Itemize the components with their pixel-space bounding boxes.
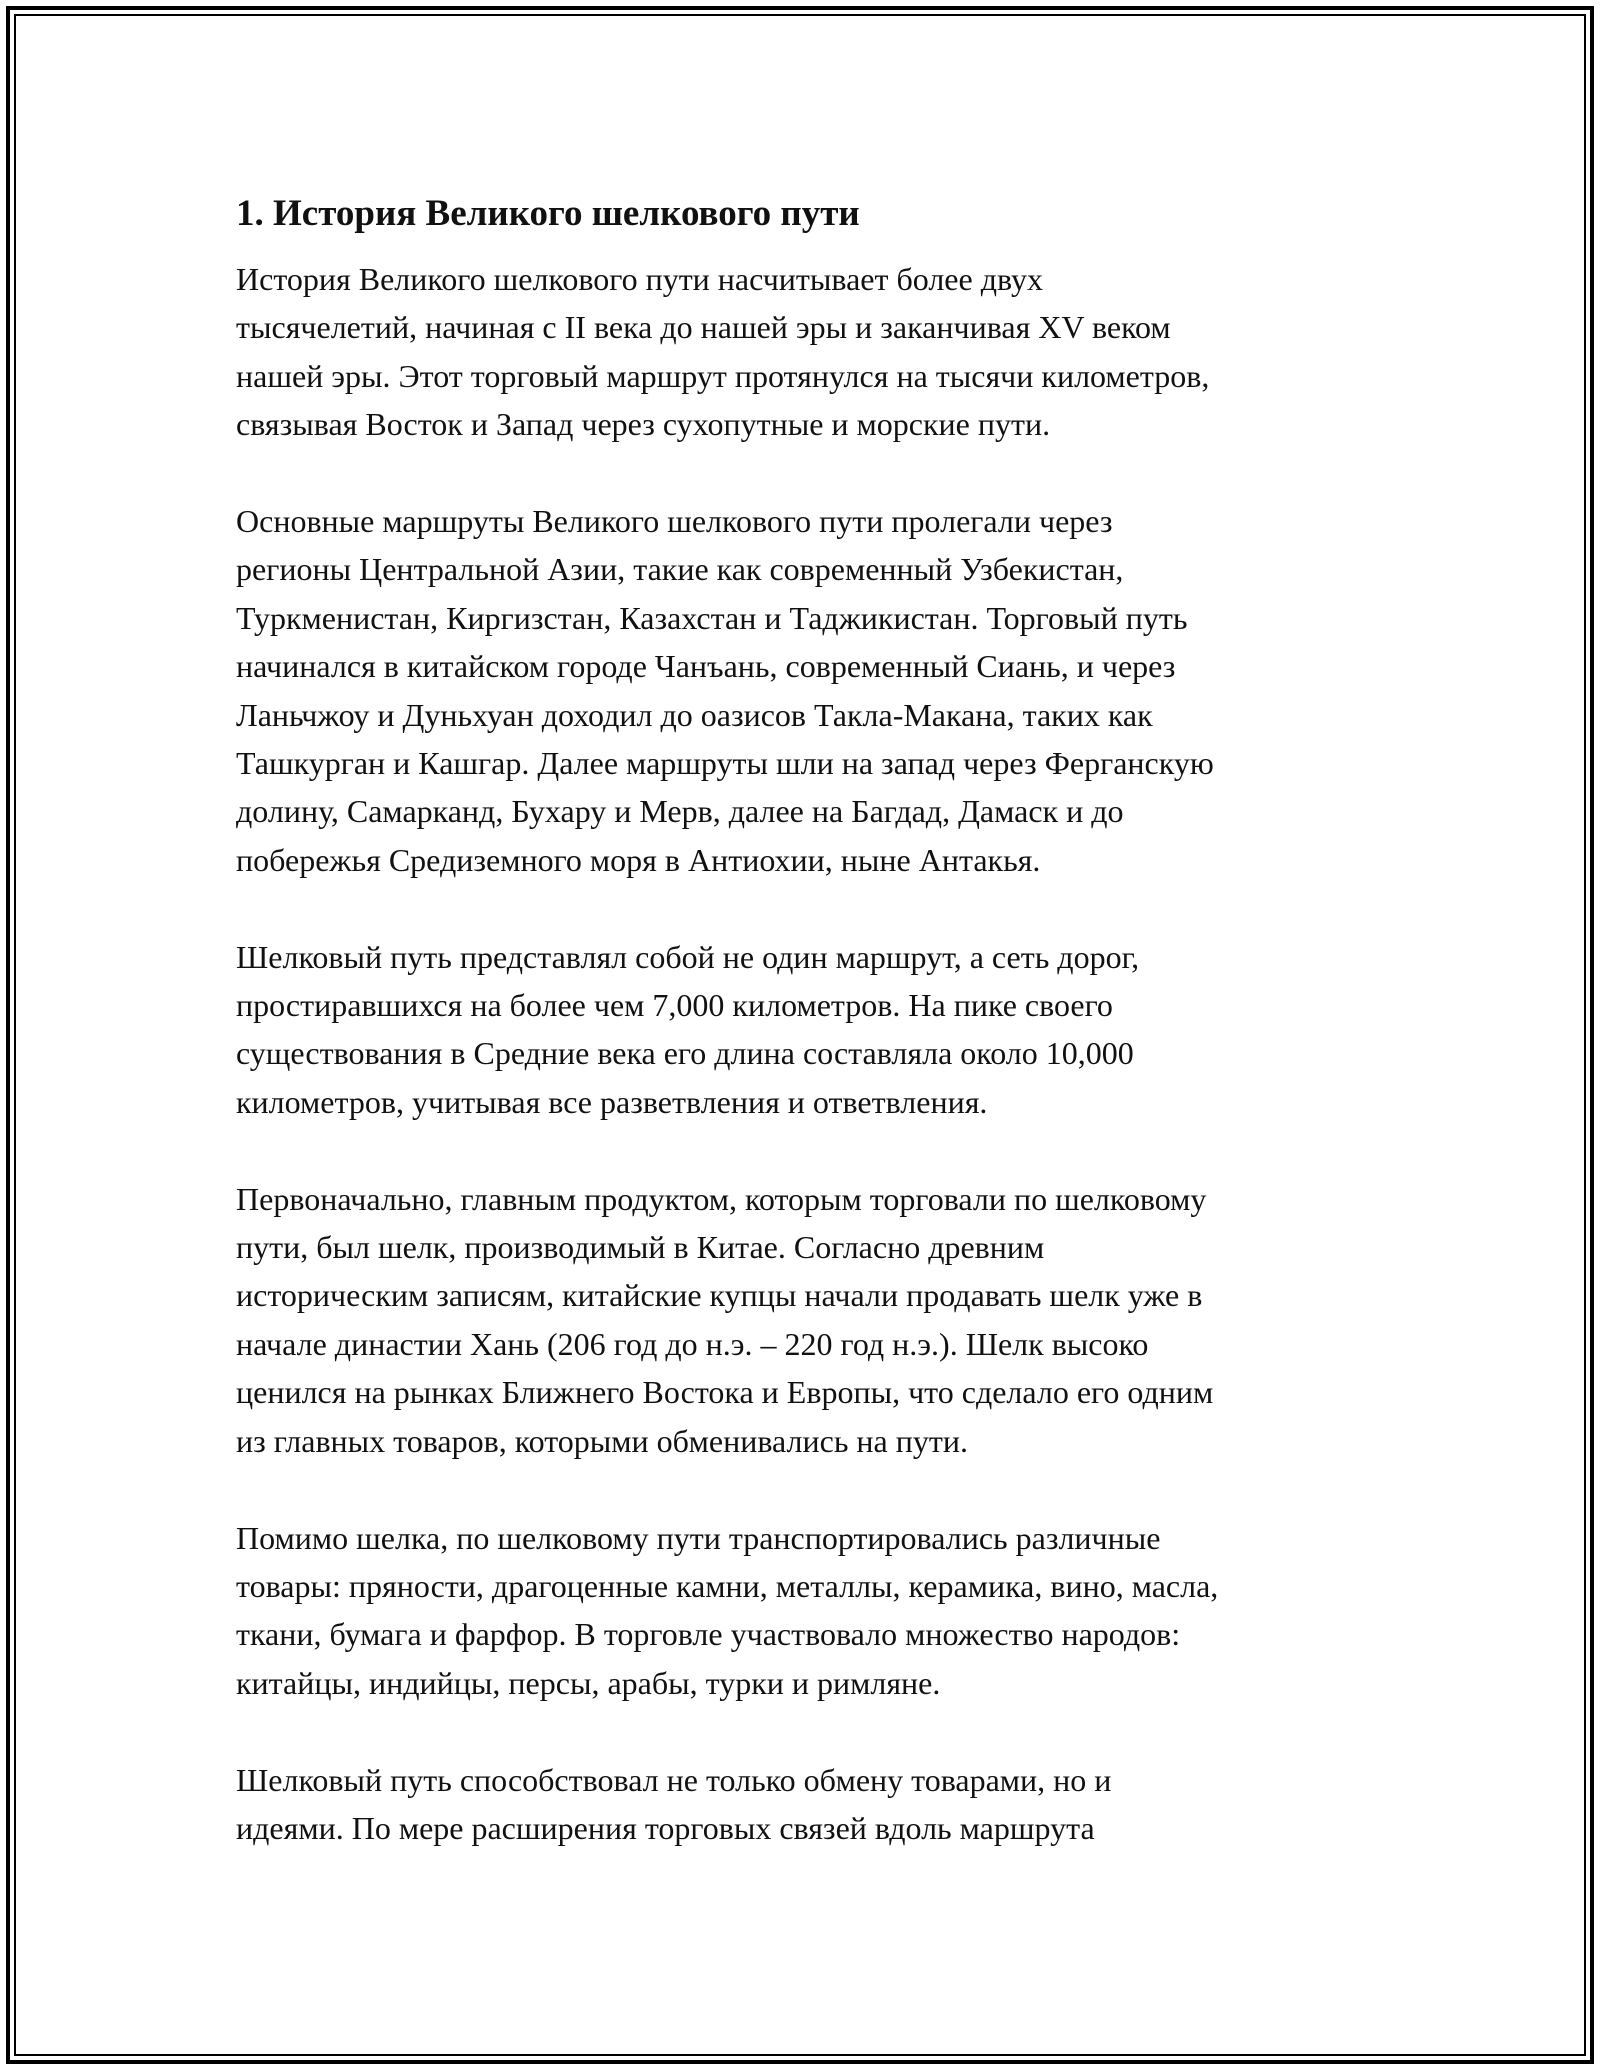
paragraph-line: Основные маршруты Великого шелкового пути пролегали через xyxy=(236,503,1113,540)
paragraph-line: Шелковый путь представлял собой не один маршрут, а сеть дорог, xyxy=(236,938,1140,975)
paragraph-line: из главных товаров, которыми обменивались на пути. xyxy=(236,1422,968,1459)
paragraph-line: пути, был шелк, производимый в Китае. Согласно древним xyxy=(236,1229,1045,1266)
paragraph-line: ткани, бумага и фарфор. В торговле участвовало множество народов: xyxy=(236,1616,1181,1653)
paragraph-line: Ланьчжоу и Дуньхуан доходил до оазисов Такла-Макана, таких как xyxy=(236,696,1153,733)
paragraph-line: Ташкурган и Кашгар. Далее маршруты шли на запад через Ферганскую xyxy=(236,745,1214,782)
paragraph-line: Туркменистан, Киргизстан, Казахстан и Таджикистан. Торговый путь xyxy=(236,599,1188,636)
paragraph-line: Шелковый путь способствовал не только обмену товарами, но и xyxy=(236,1761,1112,1798)
paragraph-line: ценился на рынках Ближнего Востока и Европы, что сделало его одним xyxy=(236,1374,1214,1411)
paragraph-line: существования в Средние века его длина составляла около 10,000 xyxy=(236,1035,1134,1072)
paragraph-line: регионы Центральной Азии, такие как современный Узбекистан, xyxy=(236,551,1124,588)
paragraph-line: историческим записям, китайские купцы начали продавать шелк уже в xyxy=(236,1277,1203,1314)
paragraph-line: нашей эры. Этот торговый маршрут протянулся на тысячи километров, xyxy=(236,357,1210,394)
paragraph-5 xyxy=(236,1514,1376,1708)
paragraph-line: начинался в китайском городе Чанъань, современный Сиань, и через xyxy=(236,648,1176,685)
paragraph-line: Первоначально, главным продуктом, которым торговали по шелковому xyxy=(236,1180,1207,1217)
paragraph-4 xyxy=(236,1175,1376,1465)
document-body xyxy=(236,187,1376,1852)
paragraph-line: идеями. По мере расширения торговых связей вдоль маршрута xyxy=(236,1809,1095,1846)
paragraph-line: километров, учитывая все разветвления и ответвления. xyxy=(236,1083,988,1120)
paragraph-line: начале династии Хань (206 год до н.э. – 220 год н.э.). Шелк высоко xyxy=(236,1325,1149,1362)
section-heading: 1. История Великого шелкового пути xyxy=(236,193,860,234)
paragraph-line: История Великого шелкового пути насчитывает более двух xyxy=(236,261,1043,297)
paragraph-line: китайцы, индийцы, персы, арабы, турки и римляне. xyxy=(236,1664,941,1701)
paragraph-line: побережья Средиземного моря в Антиохии, ныне Антакья. xyxy=(236,841,1041,878)
paragraph-3 xyxy=(236,933,1376,1127)
paragraph-2 xyxy=(236,497,1376,884)
paragraph-1 xyxy=(236,255,1376,449)
paragraph-line: простиравшихся на более чем 7,000 километров. На пике своего xyxy=(236,987,1113,1024)
paragraph-line: долину, Самарканд, Бухару и Мерв, далее на Багдад, Дамаск и до xyxy=(236,793,1124,830)
paragraph-line: связывая Восток и Запад через сухопутные и морские пути. xyxy=(236,406,1051,443)
paragraph-6 xyxy=(236,1756,1376,1853)
paragraph-line: товары: пряности, драгоценные камни, металлы, керамика, вино, масла, xyxy=(236,1567,1219,1604)
paragraph-line: Помимо шелка, по шелковому пути транспортировались различные xyxy=(236,1519,1161,1556)
paragraph-line: тысячелетий, начиная с II века до нашей эры и заканчивая XV веком xyxy=(236,309,1171,346)
